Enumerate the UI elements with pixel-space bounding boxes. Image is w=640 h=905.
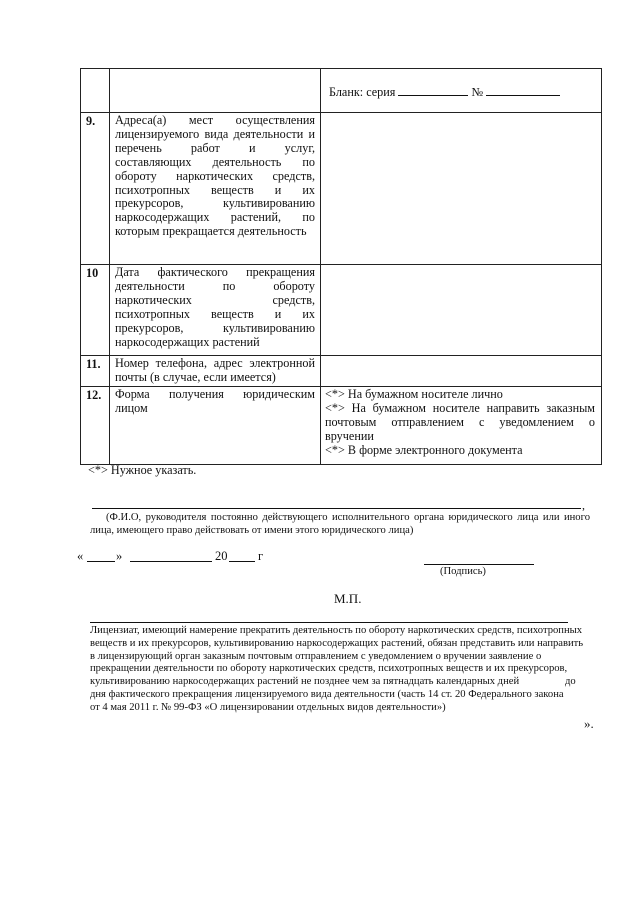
delivery-option-electronic[interactable]: <*> В форме электронного документа xyxy=(325,442,523,457)
number-field[interactable] xyxy=(486,85,560,96)
date-open-quote: « xyxy=(77,549,84,563)
table-row xyxy=(81,113,602,265)
signature-caption: (Подпись) xyxy=(440,566,486,577)
application-table xyxy=(80,68,602,465)
row-number: 11. xyxy=(81,356,110,387)
footnote: <*> Нужное указать. xyxy=(88,463,197,477)
table-row xyxy=(81,356,602,387)
row-number: 10 xyxy=(81,265,110,356)
notice-line5-suffix: до xyxy=(565,676,576,687)
date-day-field[interactable] xyxy=(87,561,115,562)
row-value[interactable] xyxy=(321,265,602,356)
notice-line: Лицензиат, имеющий намерение прекратить деятельность по обороту наркотических средств, психотропных xyxy=(90,625,583,636)
notice-line: дня фактического прекращения лицензируемого вида деятельности (часть 14 ст. 20 Федерального закона xyxy=(90,688,564,700)
date-close-quote: » xyxy=(116,549,123,563)
row-label: Адреса(а) мест осуществления лицензируемого вида деятельности и перечень работ и услуг, составляющих деятельность по обороту наркотических средств, психотропных веществ и их прекурсоров, культивированию наркосодержащих растений, по которым прекращается деятельность xyxy=(110,113,321,265)
fio-caption: (Ф.И.О, руководителя постоянно действующего исполнительного органа юридического лица или иного лица, имеющего право действовать от имени этого юридического лица) xyxy=(90,512,590,536)
notice-line xyxy=(90,676,600,689)
stamp-mark: М.П. xyxy=(334,591,362,606)
date-year-field[interactable] xyxy=(229,561,255,562)
notice-line: от 4 мая 2011 г. № 99-ФЗ «О лицензировании отдельных видов деятельности») xyxy=(90,701,446,713)
fio-line[interactable] xyxy=(92,508,581,509)
table-row xyxy=(81,387,602,465)
delivery-option-paper-in-person[interactable]: <*> На бумажном носителе лично xyxy=(325,387,503,401)
table-row xyxy=(81,69,602,113)
closing-quote: ». xyxy=(584,716,594,731)
row-value[interactable] xyxy=(321,113,602,265)
delivery-option-paper-by-mail[interactable]: <*> На бумажном носителе направить заказным почтовым отправлением с уведомлением о вручении xyxy=(325,400,595,443)
notice-line-text: культивированию наркосодержащих растений не позднее чем за пятнадцать календарных дней xyxy=(90,676,520,688)
notice-line: веществ и их прекурсоров, культивированию наркосодержащих растений, обязан представить или направить xyxy=(90,637,584,649)
date-year-prefix: 20 xyxy=(215,549,228,563)
table-row xyxy=(81,265,602,356)
notice-text xyxy=(90,625,600,715)
row-label: Номер телефона, адрес электронной почты (в случае, если имеется) xyxy=(110,356,321,387)
trailing-comma: , xyxy=(582,498,585,512)
date-month-field[interactable] xyxy=(130,561,212,562)
blank-series-label: Бланк: серия xyxy=(329,85,396,99)
row-label: Форма получения юридическим лицом xyxy=(110,387,321,465)
row-number: 9. xyxy=(81,113,110,265)
date-year-suffix: г xyxy=(258,549,264,563)
signature-line[interactable] xyxy=(424,564,534,565)
row-value[interactable] xyxy=(321,356,602,387)
blank-series-cell xyxy=(321,69,602,113)
row-number: 12. xyxy=(81,387,110,465)
number-sign: № xyxy=(471,85,484,99)
series-field[interactable] xyxy=(398,85,468,96)
row-label: Дата фактического прекращения деятельности по обороту наркотических средств, психотропных веществ и их прекурсоров, культивированию наркосодержащих растений xyxy=(110,265,321,356)
table-cell xyxy=(110,69,321,113)
delivery-options xyxy=(321,387,602,465)
notice-separator xyxy=(90,622,568,623)
notice-line: в лицензирующий орган заказным почтовым отправлением с уведомлением о вручении заявление о xyxy=(90,650,542,662)
notice-line: прекращении деятельности по обороту наркотических средств, психотропных веществ и их прекурсоров, xyxy=(90,663,568,675)
table-cell xyxy=(81,69,110,113)
